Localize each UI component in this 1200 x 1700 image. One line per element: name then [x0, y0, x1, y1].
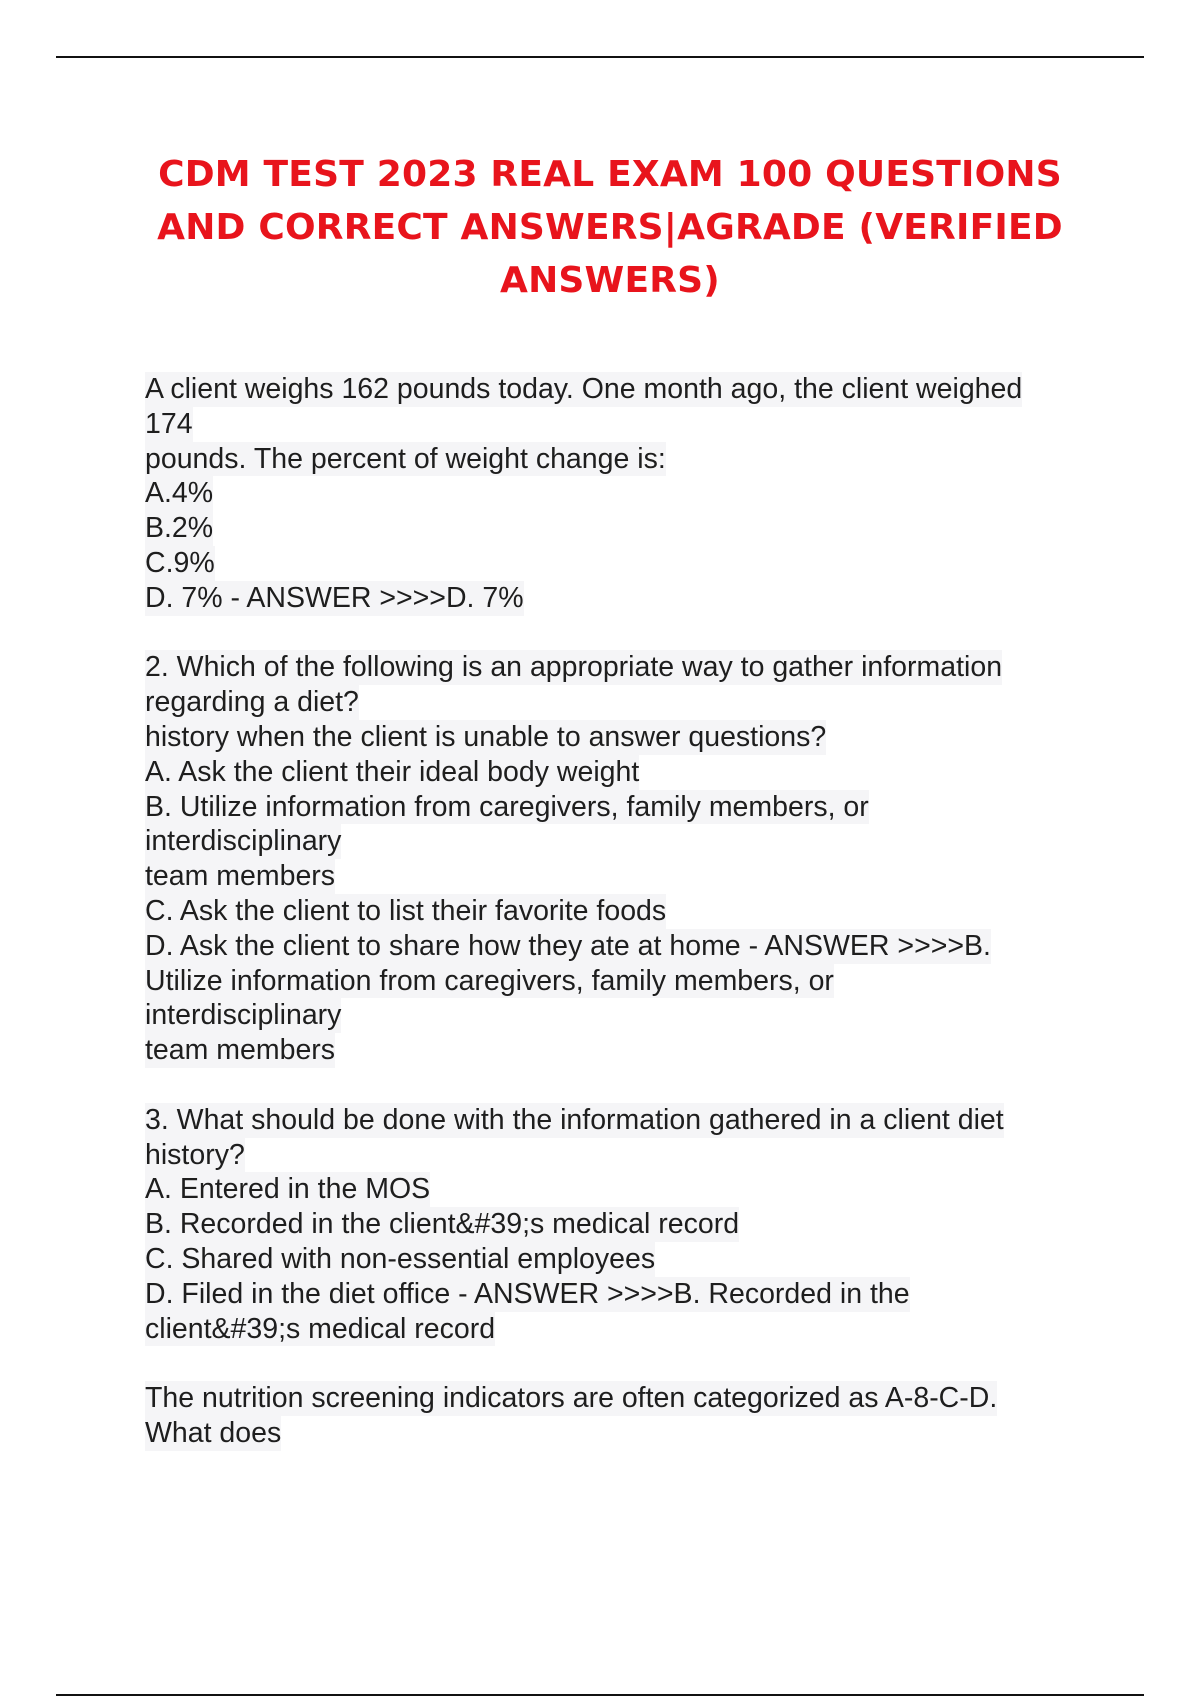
question-block-2 — [145, 650, 1095, 1068]
question-text: 2. Which of the following is an appropriate way to gather information — [145, 651, 1003, 684]
answer-option: C.9% — [145, 546, 215, 579]
answer-text: Utilize information from caregivers, family members, or — [145, 964, 834, 997]
answer-option: B.2% — [145, 512, 214, 545]
bottom-rule — [56, 1694, 1144, 1696]
answer-option: A. Ask the client their ideal body weight — [145, 755, 640, 788]
answer-text: team members — [145, 1034, 336, 1067]
paragraph-gap — [145, 616, 1095, 651]
answer-option: interdisciplinary — [145, 825, 342, 858]
question-text: What does — [145, 1416, 282, 1449]
answer-option: C. Ask the client to list their favorite foods — [145, 894, 667, 927]
title-line: ANSWERS) — [500, 260, 720, 301]
answer-text: interdisciplinary — [145, 999, 342, 1032]
question-block-3 — [145, 1103, 1095, 1347]
document-body — [145, 372, 1095, 1451]
title-line: CDM TEST 2023 REAL EXAM 100 QUESTIONS — [158, 154, 1062, 195]
answer-option: C. Shared with non-essential employees — [145, 1242, 656, 1275]
question-text: The nutrition screening indicators are often categorized as A-8-C-D. — [145, 1382, 998, 1415]
question-block-1 — [145, 372, 1095, 616]
question-text: pounds. The percent of weight change is: — [145, 442, 666, 475]
paragraph-gap — [145, 1346, 1095, 1381]
question-block-4 — [145, 1381, 1095, 1451]
top-rule — [56, 56, 1144, 58]
answer-option: B. Utilize information from caregivers, family members, or — [145, 790, 869, 823]
answer-option-with-answer: D. Filed in the diet office - ANSWER >>>>B. Recorded in the — [145, 1277, 910, 1310]
question-text: history? — [145, 1138, 245, 1171]
answer-option: team members — [145, 860, 336, 893]
answer-option-with-answer: D. Ask the client to share how they ate at home - ANSWER >>>>B. — [145, 929, 991, 962]
title-line: AND CORRECT ANSWERS|AGRADE (VERIFIED — [157, 207, 1063, 248]
paragraph-gap — [145, 1068, 1095, 1103]
answer-option-with-answer: D. 7% - ANSWER >>>>D. 7% — [145, 581, 524, 614]
answer-option: B. Recorded in the client&#39;s medical record — [145, 1208, 740, 1241]
question-text: 174 — [145, 407, 193, 440]
answer-option: A. Entered in the MOS — [145, 1173, 431, 1206]
answer-text: client&#39;s medical record — [145, 1312, 496, 1345]
question-text: history when the client is unable to answer questions? — [145, 720, 827, 753]
question-text: regarding a diet? — [145, 686, 359, 719]
answer-option: A.4% — [145, 477, 214, 510]
question-text: A client weighs 162 pounds today. One month ago, the client weighed — [145, 373, 1023, 405]
question-text: 3. What should be done with the information gathered in a client diet — [145, 1103, 1004, 1136]
document-title — [130, 148, 1090, 307]
